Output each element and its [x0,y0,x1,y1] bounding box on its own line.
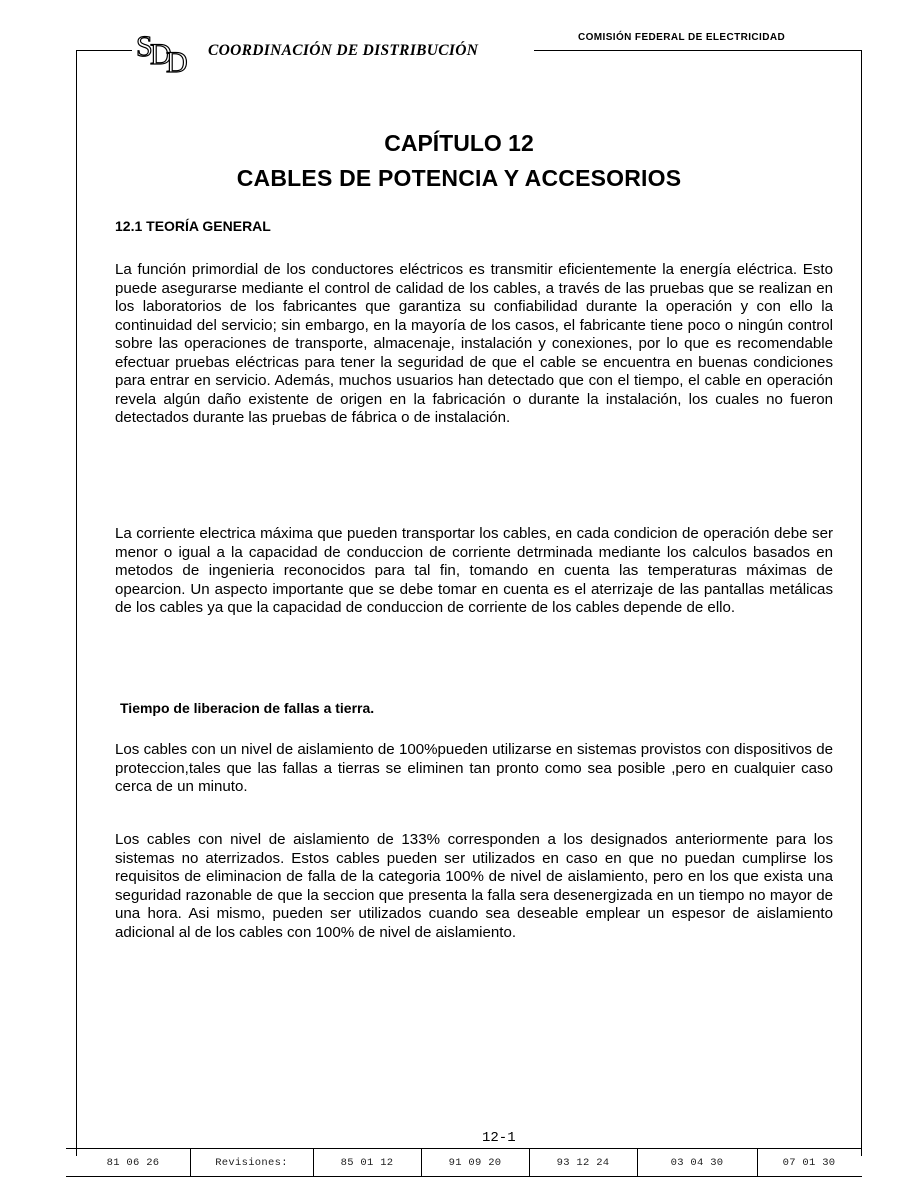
revision-date: 03 04 30 [670,1157,724,1169]
header-rule-left [76,50,132,51]
revision-date: 81 06 26 [106,1157,160,1169]
org-name: COORDINACIÓN DE DISTRIBUCIÓN [208,42,479,59]
paragraph: La corriente electrica máxima que pueden transportar los cables, en cada condicion de operación debe ser menor o igual a la capacidad de conduccion de corriente detrminada mediante los calculos basados en metodos de ingenieria reconocidos para tal fin, tomando en cuenta las temperaturas máximas de opearcion. Un aspecto importante que se debe tomar en cuenta es el aterrizaje de las pantallas metálicas de los cables ya que la capacidad de conduccion de corriente de los cables depende de ello. [115,525,833,616]
svg-text:D: D [150,38,172,71]
paragraph: La función primordial de los conductores eléctricos es transmitir eficientemente la energía eléctrica. Esto puede asegurarse mediante el control de calidad de los cables, a través de las pruebas que se realizan en los laboratorios de los fabricantes que garantiza su confiabilidad durante la operación y con ello la continuidad del servicio; sin embargo, en la mayoría de los casos, el fabricante tiene poco o ningún control sobre las operaciones de transporte, almacenaje, instalación y conexiones, por lo que es recomendable efectuar pruebas eléctricas para tener la seguridad de que el cable se encuentra en buenas condiciones para entrar en servicio. Además, muchos usuarios han detectado que con el tiempo, el cable en operación revela algún daño existente de origen en la fabricación o durante la instalación, los cuales no fueron detectados durante las pruebas de fábrica o de instalación. [115,261,833,426]
revisions-label: Revisiones: [215,1157,288,1169]
footer-rule-bottom [66,1176,862,1177]
paragraph: Los cables con un nivel de aislamiento de 100%pueden utilizarse en sistemas provistos con dispositivos de proteccion,tales que las fallas a tierras se eliminen tan pronto como sea posible ,pero en cualquier caso cerca de un minuto. [115,741,833,795]
paragraph: Los cables con nivel de aislamiento de 133% corresponden a los designados anteriormente para los sistemas no aterrizados. Estos cables pueden ser utilizados en caso en que no puedan cumplirse los requisitos de eliminacion de falla de la categoria 100% de nivel de aislamiento, pero en los que exista una seguridad razonable de que la seccion que presenta la falla sera desenergizada en un tiempo no mayor de una hora. Asi mismo, pueden ser utilizados cuando sea deseable emplear un espesor de aislamiento adicional al de los cables con 100% de nivel de aislamiento. [115,831,833,941]
agency-name: COMISIÓN FEDERAL DE ELECTRICIDAD [578,32,786,43]
page-number: 12-1 [482,1130,516,1146]
svg-text:S: S [136,30,153,63]
subsection-heading: Tiempo de liberacion de fallas a tierra. [120,700,375,716]
revision-date: 85 01 12 [340,1157,394,1169]
chapter-number: CAPÍTULO 12 [384,130,534,156]
svg-text:D: D [166,46,188,74]
revision-date: 91 09 20 [448,1157,502,1169]
revision-date: 07 01 30 [782,1157,836,1169]
header-rule-right [534,50,862,51]
footer-rule-top [66,1148,862,1149]
chapter-title: CABLES DE POTENCIA Y ACCESORIOS [236,165,682,191]
revision-date: 93 12 24 [556,1157,610,1169]
sdd-logo [136,28,200,74]
frame-right [861,50,862,1156]
frame-left [76,50,77,1156]
section-heading: 12.1 TEORÍA GENERAL [115,218,271,234]
